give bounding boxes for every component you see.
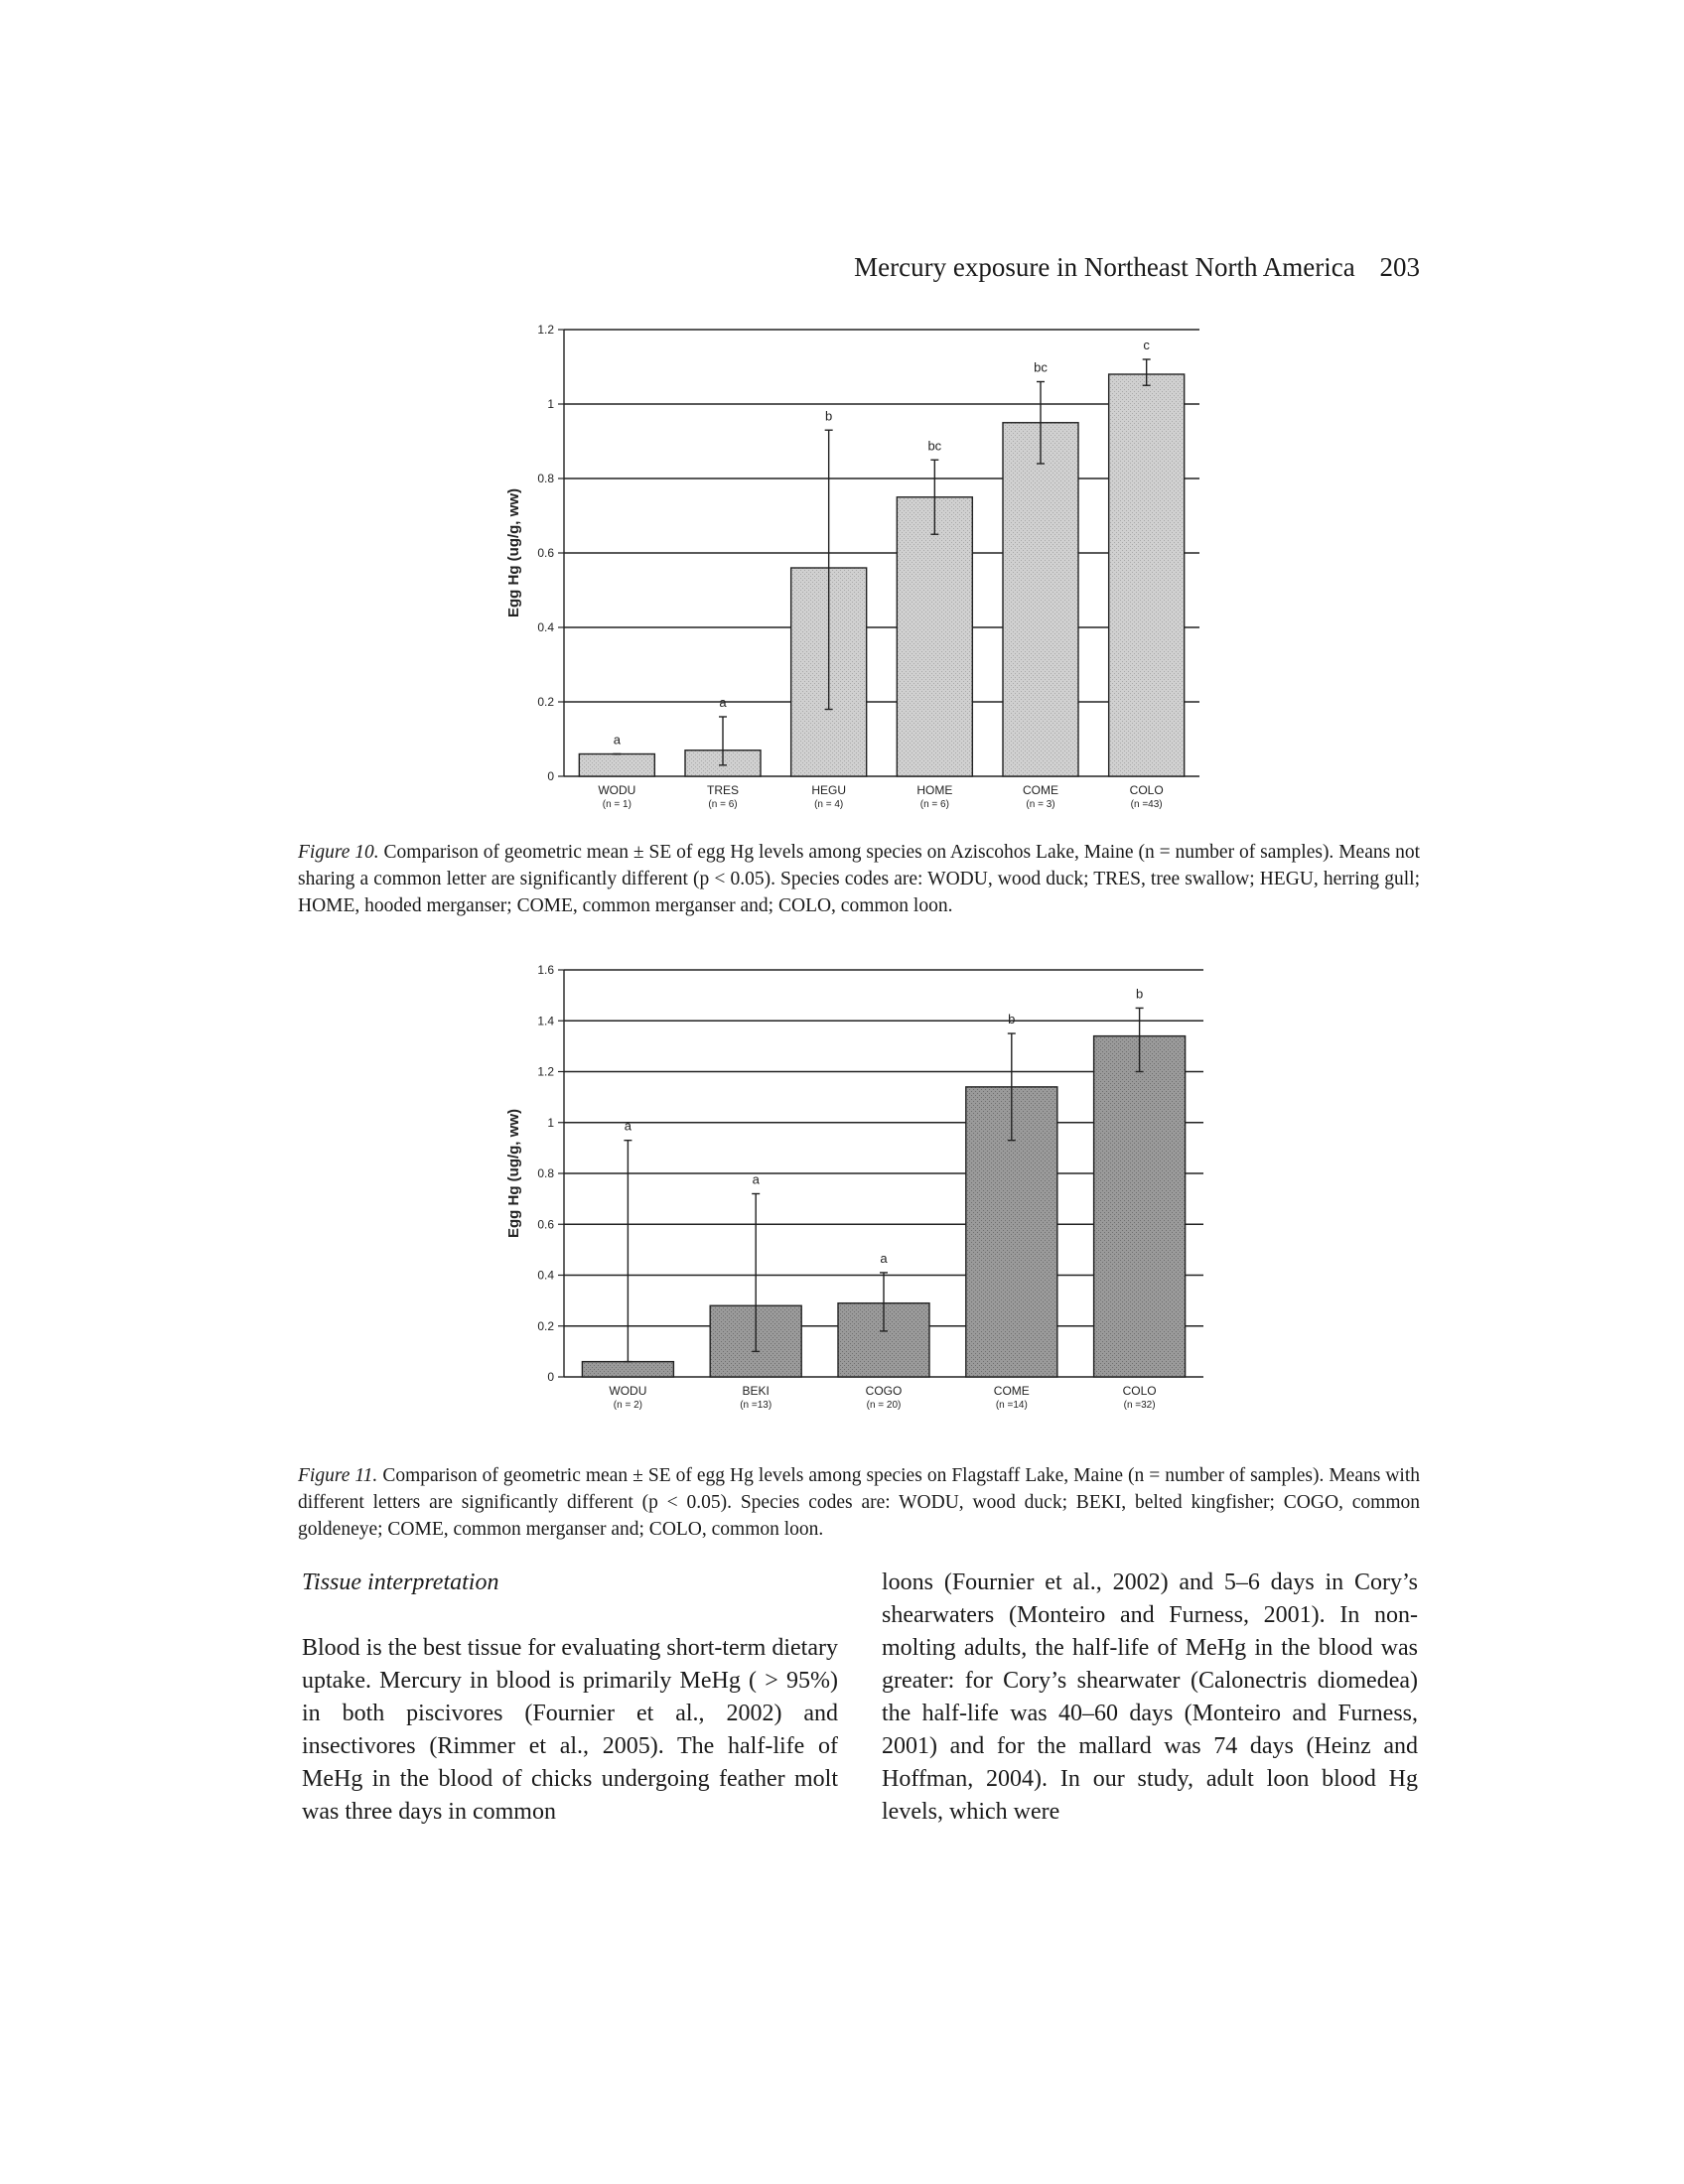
fig10-significance-letter: a bbox=[613, 732, 621, 748]
page-number: 203 bbox=[1379, 252, 1420, 282]
fig11-bars bbox=[582, 986, 1185, 1377]
fig10-significance-letter: c bbox=[1143, 338, 1150, 352]
fig10-bar-home bbox=[897, 497, 972, 776]
figure-10-caption-label: Figure 10. bbox=[298, 842, 379, 863]
fig11-y-tick-label: 0.4 bbox=[537, 1268, 554, 1283]
fig11-x-tick-label: COLO bbox=[1122, 1384, 1157, 1398]
fig11-y-tick-label: 0.6 bbox=[537, 1217, 554, 1232]
figure-10-caption bbox=[298, 839, 1420, 919]
fig11-y-tick-label: 1.4 bbox=[537, 1014, 554, 1028]
fig10-x-tick-label: COLO bbox=[1129, 783, 1164, 797]
fig10-x-tick-label: TRES bbox=[706, 783, 740, 797]
fig11-sample-size-label: (n =32) bbox=[1123, 1400, 1156, 1411]
fig10-sample-size-label: (n = 6) bbox=[708, 799, 738, 810]
fig10-y-tick-label: 0.4 bbox=[537, 620, 554, 634]
fig10-y-axis bbox=[537, 323, 564, 783]
fig11-y-tick-label: 1.6 bbox=[537, 963, 554, 977]
figure-11-chart bbox=[298, 958, 1420, 1434]
fig10-y-tick-label: 0.2 bbox=[537, 695, 554, 709]
left-column bbox=[302, 1567, 838, 1829]
running-header bbox=[298, 252, 1420, 283]
fig11-bar-colo bbox=[1094, 1036, 1186, 1377]
right-column bbox=[882, 1567, 1418, 1829]
fig11-x-tick-label: COME bbox=[993, 1384, 1030, 1398]
fig10-x-axis bbox=[598, 783, 1163, 810]
fig10-sample-size-label: (n = 1) bbox=[602, 799, 632, 810]
fig10-bars bbox=[579, 338, 1184, 776]
figure-10-caption-text: Comparison of geometric mean ± SE of egg Hg levels among species on Aziscohos Lake, Maine (n = number of samples). Means not sharing a common letter are significantly different (p < 0.05). Species codes are: WODU, wood duck; TRES, tree swallow; HEGU, herring gull; HOME, hooded merganser; COME, common merganser and; COLO, common loon. bbox=[298, 842, 1421, 916]
fig11-x-tick-label: COGO bbox=[865, 1384, 903, 1398]
fig10-x-tick-label: COME bbox=[1023, 783, 1058, 797]
fig11-x-tick-label: WODU bbox=[609, 1384, 647, 1398]
fig11-y-tick-label: 1.2 bbox=[537, 1064, 554, 1079]
fig11-significance-letter: b bbox=[1008, 1012, 1016, 1027]
fig10-bar-wodu bbox=[579, 754, 654, 777]
fig10-bar-come bbox=[1003, 423, 1078, 776]
fig11-y-tick-label: 0 bbox=[547, 1370, 554, 1384]
fig11-y-tick-label: 0.2 bbox=[537, 1318, 554, 1333]
fig11-y-axis-label: Egg Hg (ug/g, ww) bbox=[505, 1109, 522, 1238]
fig10-gridlines bbox=[564, 330, 1199, 702]
fig10-x-tick-label: HOME bbox=[916, 783, 953, 797]
figure-10-svg bbox=[298, 318, 1420, 834]
fig10-significance-letter: a bbox=[719, 695, 727, 710]
fig11-significance-letter: a bbox=[880, 1250, 888, 1266]
figure-11-caption bbox=[298, 1462, 1420, 1543]
fig11-bar-wodu bbox=[582, 1362, 673, 1377]
fig10-y-tick-label: 1.2 bbox=[537, 323, 554, 337]
fig11-sample-size-label: (n =13) bbox=[740, 1400, 772, 1411]
section-subheading: Tissue interpretation bbox=[302, 1570, 499, 1595]
figure-11-caption-label: Figure 11. bbox=[298, 1465, 378, 1486]
fig11-significance-letter: b bbox=[1135, 986, 1144, 1002]
fig11-x-tick-label: BEKI bbox=[742, 1384, 770, 1398]
fig11-y-tick-label: 0.8 bbox=[537, 1166, 554, 1180]
fig10-x-tick-label: HEGU bbox=[811, 783, 847, 797]
fig11-significance-letter: a bbox=[752, 1171, 760, 1187]
right-column-paragraph: loons (Fournier et al., 2002) and 5–6 days in Cory’s shearwaters (Monteiro and Furness, 2001). In non-molting adults, the half-life of MeHg in the blood was greater: for Cory’s shearwater (Calonectris diomedea) the half-life was 40–60 days (Monteiro and Furness, 2001) and for the mallard was 74 days (Heinz and Hoffman, 2004). In our study, adult loon blood Hg levels, which were bbox=[882, 1570, 1418, 1825]
fig10-y-axis-label: Egg Hg (ug/g, ww) bbox=[505, 488, 522, 617]
fig10-y-tick-label: 0.8 bbox=[537, 472, 554, 485]
fig10-significance-letter: b bbox=[825, 408, 833, 424]
left-column-paragraph: Blood is the best tissue for evaluating short-term dietary uptake. Mercury in blood is primarily MeHg ( > 95%) in both piscivores (Fournier et al., 2002) and insectivores (Rimmer et al., 2005). The half-life of MeHg in the blood of chicks undergoing feather molt was three days in common bbox=[302, 1635, 838, 1825]
fig11-sample-size-label: (n = 20) bbox=[866, 1400, 902, 1411]
figure-11-svg bbox=[298, 958, 1420, 1434]
fig10-sample-size-label: (n = 3) bbox=[1026, 799, 1055, 810]
fig10-sample-size-label: (n = 6) bbox=[919, 799, 949, 810]
fig10-y-tick-label: 1 bbox=[547, 397, 554, 411]
fig10-bar-colo bbox=[1109, 374, 1185, 776]
fig10-y-tick-label: 0.6 bbox=[537, 546, 554, 560]
fig10-sample-size-label: (n = 4) bbox=[814, 799, 844, 810]
fig11-y-tick-label: 1 bbox=[547, 1115, 554, 1130]
fig10-y-tick-label: 0 bbox=[547, 769, 554, 783]
fig11-sample-size-label: (n =14) bbox=[995, 1400, 1028, 1411]
fig11-sample-size-label: (n = 2) bbox=[613, 1400, 642, 1411]
figure-10-chart bbox=[298, 318, 1420, 834]
fig11-significance-letter: a bbox=[624, 1118, 632, 1134]
fig10-sample-size-label: (n =43) bbox=[1130, 799, 1163, 810]
fig10-significance-letter: bc bbox=[1034, 359, 1048, 375]
running-header-title: Mercury exposure in Northeast North America bbox=[854, 252, 1355, 282]
fig10-significance-letter: bc bbox=[927, 438, 942, 454]
figure-11-caption-text: Comparison of geometric mean ± SE of egg Hg levels among species on Flagstaff Lake, Maine (n = number of samples). Means with different letters are significantly different (p < 0.05). Species codes are: WODU, wood duck; BEKI, belted kingfisher; COGO, common goldeneye; COME, common merganser and; COLO, common loon. bbox=[298, 1465, 1420, 1540]
fig11-x-axis bbox=[609, 1384, 1156, 1411]
fig11-y-axis bbox=[537, 963, 564, 1384]
fig10-x-tick-label: WODU bbox=[598, 783, 636, 797]
